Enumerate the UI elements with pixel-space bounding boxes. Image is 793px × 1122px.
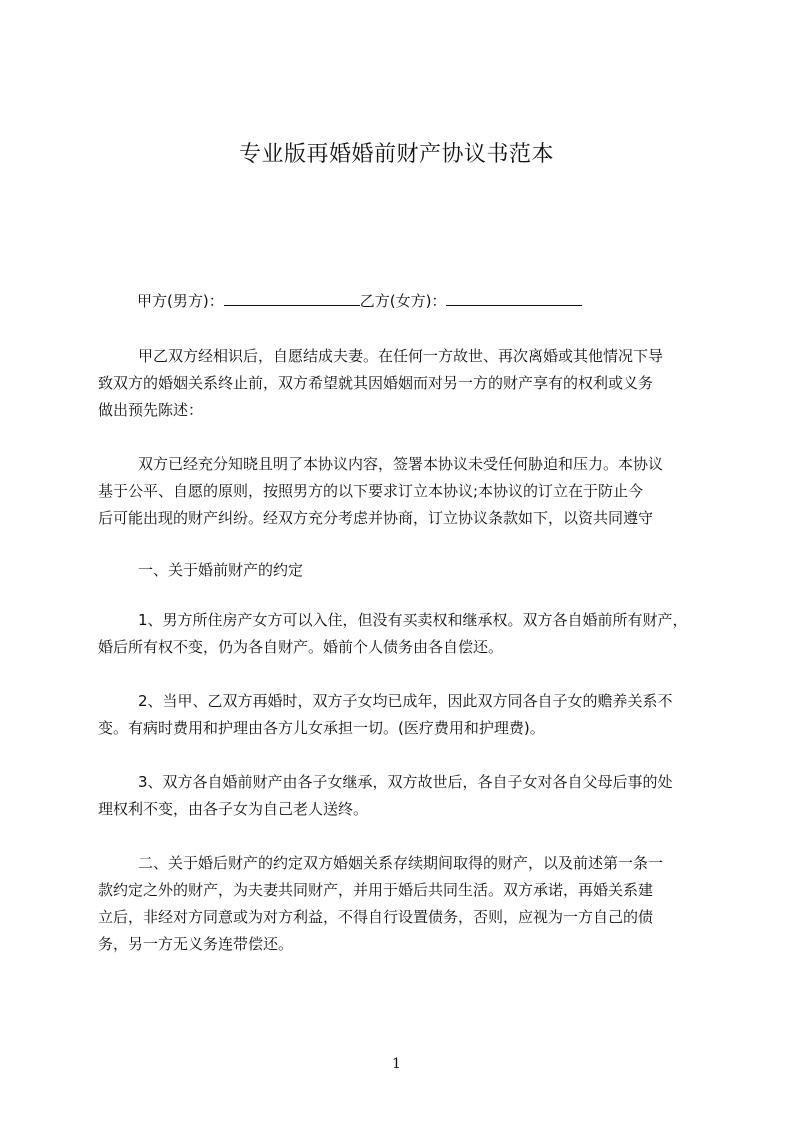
paragraph-line: 致双方的婚姻关系终止前，双方希望就其因婚姻而对另一方的财产享有的权利或义务: [98, 374, 654, 392]
clause-2: [98, 688, 718, 742]
paragraph-line: 婚后所有权不变，仍为各自财产。婚前个人债务由各自偿还。: [98, 638, 504, 656]
paragraph-line: 变。有病时费用和护理由各方儿女承担一切。(医疗费用和护理费)。: [98, 719, 545, 737]
parties-line: [137, 290, 582, 312]
party-b-label: 乙方(女方)：: [359, 292, 447, 310]
paragraph-line: 3、双方各自婚前财产由各子女继承，双方故世后，各自子女对各自父母后事的处: [138, 773, 673, 791]
section-heading: 一、关于婚前财产的约定: [138, 561, 304, 579]
paragraph-line: 1、男方所住房产女方可以入住，但没有买卖权和继承权。双方各自婚前所有财产，: [138, 611, 688, 629]
party-a-label: 甲方(男方)：: [137, 292, 224, 310]
paragraph-preamble: [98, 343, 718, 424]
paragraph-line: 务，另一方无义务连带偿还。: [98, 935, 294, 953]
paragraph-line: 基于公平、自愿的原则，按照男方的以下要求订立本协议;本协议的订立在于防止今: [98, 482, 644, 500]
paragraph-line: 二、关于婚后财产的约定双方婚姻关系存续期间取得的财产，以及前述第一条一: [138, 854, 664, 872]
paragraph-line: 双方已经充分知晓且明了本协议内容，签署本协议未受任何胁迫和压力。本协议: [138, 455, 664, 473]
section-postmarital: [98, 850, 718, 958]
clause-3: [98, 769, 718, 823]
section-heading-premarital: [98, 557, 718, 584]
party-a-blank: [224, 291, 360, 306]
party-b-blank: [446, 291, 582, 306]
paragraph-consent: [98, 451, 718, 532]
paragraph-line: 后可能出现的财产纠纷。经双方充分考虑并协商，订立协议条款如下，以资共同遵守: [98, 509, 654, 527]
paragraph-line: 款约定之外的财产，为夫妻共同财产，并用于婚后共同生活。双方承诺，再婚关系建: [98, 881, 654, 899]
paragraph-line: 2、当甲、乙双方再婚时，双方子女均已成年，因此双方同各自子女的赡养关系不: [138, 692, 673, 710]
document-title: 专业版再婚婚前财产协议书范本: [238, 142, 554, 167]
paragraph-line: 做出预先陈述：: [98, 401, 204, 419]
clause-1: [98, 607, 718, 661]
paragraph-line: 甲乙双方经相识后，自愿结成夫妻。在任何一方故世、再次离婚或其他情况下导: [138, 347, 664, 365]
paragraph-line: 理权利不变，由各子女为自己老人送终。: [98, 800, 369, 818]
paragraph-line: 立后，非经对方同意或为对方利益，不得自行设置债务，否则，应视为一方自己的债: [98, 908, 654, 926]
page-number: 1: [392, 1056, 401, 1072]
